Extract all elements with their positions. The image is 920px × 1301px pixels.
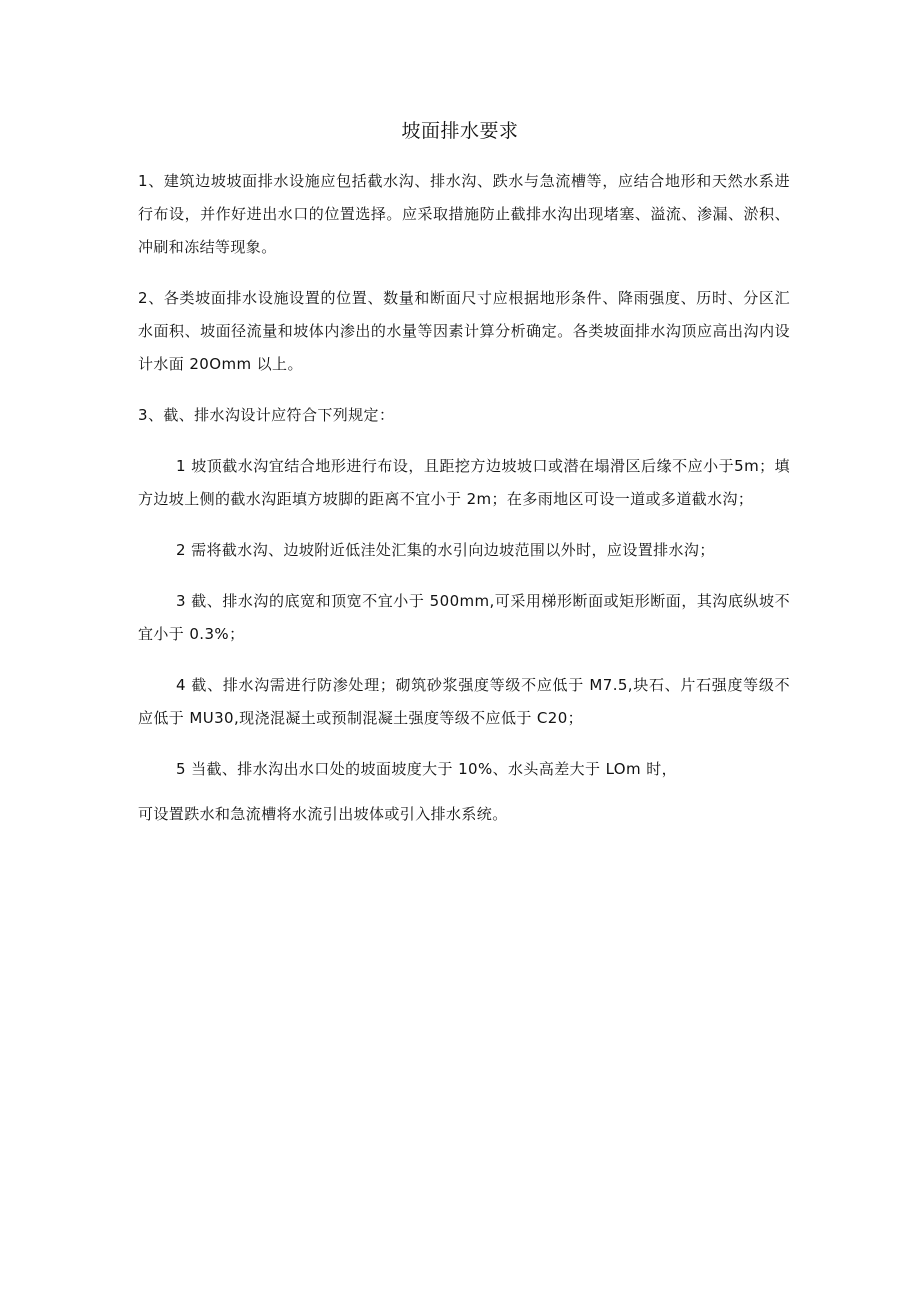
paragraph-2: 2、各类坡面排水设施设置的位置、数量和断面尺寸应根据地形条件、降雨强度、历时、分区汇水面积、坡面径流量和坡体内渗出的水量等因素计算分析确定。各类坡面排水沟顶应高出沟内设计水面 20Omm 以上。 <box>138 289 790 373</box>
document-body <box>138 165 790 849</box>
clause-2: 2 需将截水沟、边坡附近低洼处汇集的水引向边坡范围以外时，应设置排水沟； <box>176 541 715 559</box>
clause-4: 4 截、排水沟需进行防渗处理；砌筑砂浆强度等级不应低于 M7.5,块石、片石强度等级不应低于 MU30,现浇混凝土或预制混凝土强度等级不应低于 C20； <box>138 676 790 727</box>
paragraph-3: 3、截、排水沟设计应符合下列规定： <box>138 406 395 424</box>
clause-5: 5 当截、排水沟出水口处的坡面坡度大于 10%、水头高差大于 LOm 时， <box>176 760 677 778</box>
clause-5-continuation: 可设置跌水和急流槽将水流引出坡体或引入排水系统。 <box>138 805 508 823</box>
document-title: 坡面排水要求 <box>401 120 519 142</box>
clause-3: 3 截、排水沟的底宽和顶宽不宜小于 500mm,可采用梯形断面或矩形断面，其沟底纵坡不宜小于 0.3%； <box>138 592 790 643</box>
paragraph-1: 1、建筑边坡坡面排水设施应包括截水沟、排水沟、跌水与急流槽等，应结合地形和天然水系进行布设，并作好进出水口的位置选择。应采取措施防止截排水沟出现堵塞、溢流、渗漏、淤积、冲刷和冻结等现象。 <box>138 172 790 256</box>
clause-1: 1 坡顶截水沟宜结合地形进行布设，且距挖方边坡坡口或潜在塌滑区后缘不应小于5m；填方边坡上侧的截水沟距填方坡脚的距离不宜小于 2m；在多雨地区可设一道或多道截水沟； <box>138 457 790 508</box>
